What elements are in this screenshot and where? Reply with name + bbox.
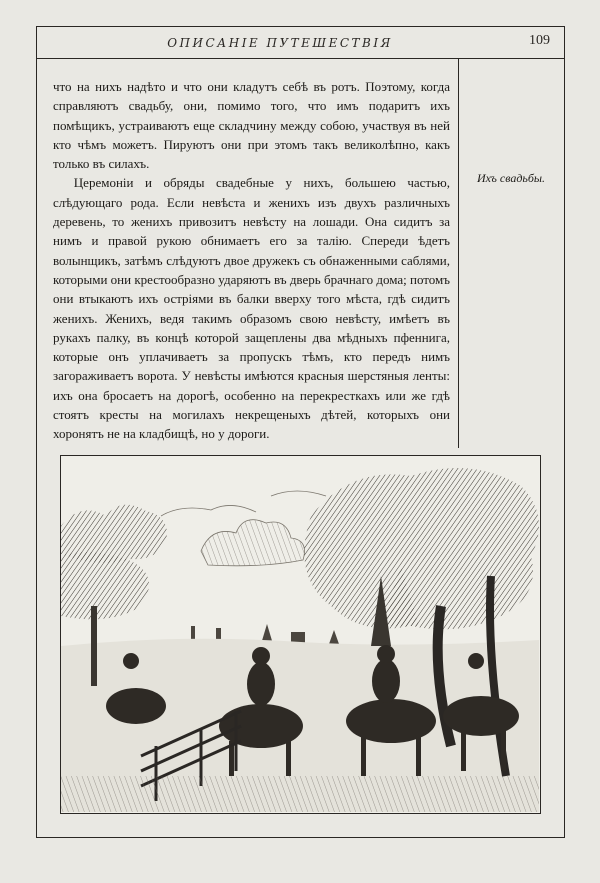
paragraph-2: Церемоніи и обряды свадебные у нихъ, большею частью, слѣдующаго рода. Если невѣста и женихъ изъ двухъ различныхъ деревень, то женихъ привозитъ невѣсту на лошади. Она сидитъ за нимъ и правой рукою обнимаетъ его за талію. Спереди ѣдетъ волынщикъ, затѣмъ слѣдуютъ двое дружекъ съ обнаженными саблями, которыми они крестообразно ударяютъ въ дверь брачнаго дома; потомъ они втыкаютъ ихъ острiями въ балки вверху того мѣста, гдѣ сидитъ женихъ. Женихъ, ведя такимъ образомъ свою невѣсту, имѣетъ въ рукахъ палку, въ концѣ которой защеплены два мѣдныхъ пфеннига, которые онъ уплачиваетъ за пропускъ тѣмъ, кто передъ нимъ загораживаетъ ворота. У невѣсты имѣются красныя шерстяныя ленты: ихъ она бросаетъ на дорогѣ, особенно на перекресткахъ или же гдѣ стоятъ кресты на могилахъ некрещеныхъ дѣтей, которыхъ они хоронятъ не на кладбищѣ, но у дороги. xyxy=(53,175,450,442)
body-text xyxy=(53,77,450,444)
margin-note: Ихъ свадьбы. xyxy=(476,171,546,185)
wedding-procession-engraving xyxy=(60,455,541,814)
margin-rule xyxy=(458,58,459,448)
running-head: ОПИСАНІЕ ПУТЕШЕСТВІЯ xyxy=(167,36,393,50)
page-number: 109 xyxy=(529,33,550,48)
header-rule xyxy=(36,58,565,59)
engraving-drawing xyxy=(61,456,539,812)
paragraph-1: что на нихъ надѣто и что они кладутъ себѣ въ ротъ. Поэтому, когда справляютъ свадьбу, они, помимо того, что имъ подаритъ ихъ помѣщикъ, устраиваютъ еще складчину между собою, участвуя въ ней кто чѣмъ можетъ. Пируютъ они при этомъ такъ великолѣпно, какъ только въ силахъ. xyxy=(53,79,450,172)
